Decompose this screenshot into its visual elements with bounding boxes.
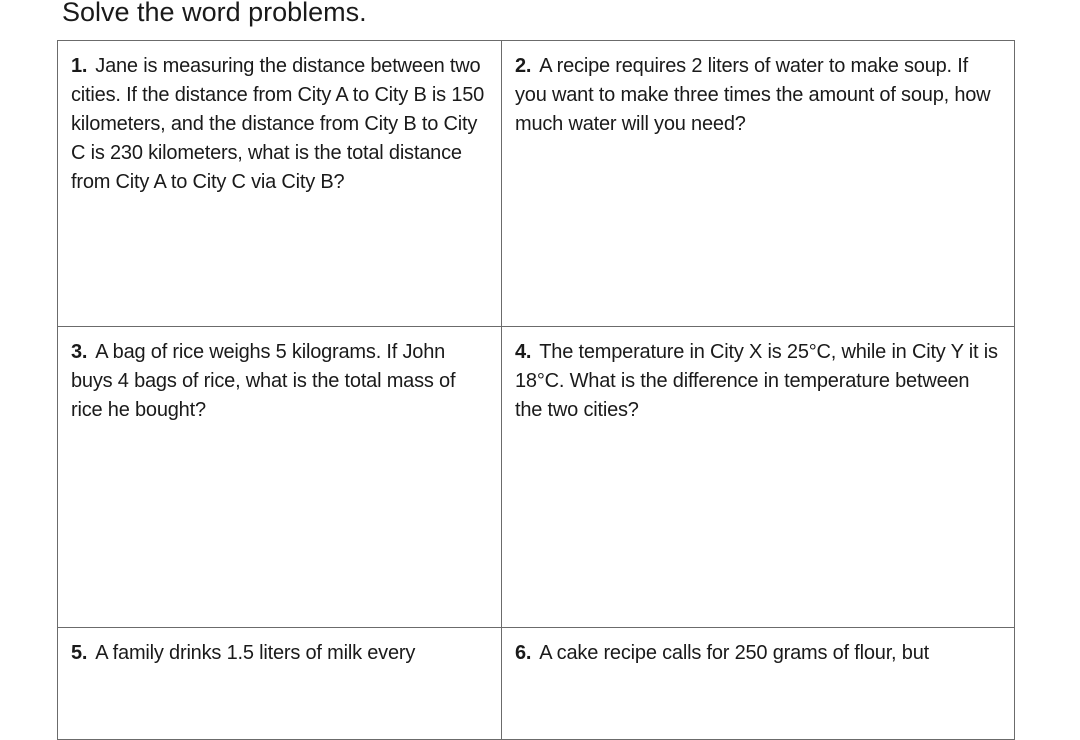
problem-number: 3. <box>71 341 88 363</box>
problem-number: 1. <box>71 55 88 77</box>
problem-text: A bag of rice weighs 5 kilograms. If John buys 4 bags of rice, what is the total mass of rice he bought? <box>71 341 456 421</box>
problem-text: Jane is measuring the distance between two cities. If the distance from City A to City B is 150 kilometers, and the distance from City B to City C is 230 kilometers, what is the total distance from City A to City C via City B? <box>71 55 485 193</box>
problem-cell-3 <box>58 327 502 628</box>
problem-cell-6 <box>502 628 1014 739</box>
page-title: Solve the word problems. <box>62 0 367 27</box>
problem-number: 6. <box>515 642 532 664</box>
problem-cell-2 <box>502 41 1014 327</box>
problem-number: 4. <box>515 341 532 363</box>
problem-text: A cake recipe calls for 250 grams of flour, but <box>539 642 929 664</box>
problem-text: A family drinks 1.5 liters of milk every <box>95 642 416 664</box>
problem-cell-1 <box>58 41 502 327</box>
problem-text: A recipe requires 2 liters of water to make soup. If you want to make three times the amount of soup, how much water will you need? <box>515 55 991 135</box>
problem-number: 2. <box>515 55 532 77</box>
problem-number: 5. <box>71 642 88 664</box>
problem-cell-4 <box>502 327 1014 628</box>
problem-text: The temperature in City X is 25°C, while in City Y it is 18°C. What is the difference in temperature between the two cities? <box>515 341 998 421</box>
problem-cell-5 <box>58 628 502 739</box>
problems-table <box>57 40 1015 740</box>
